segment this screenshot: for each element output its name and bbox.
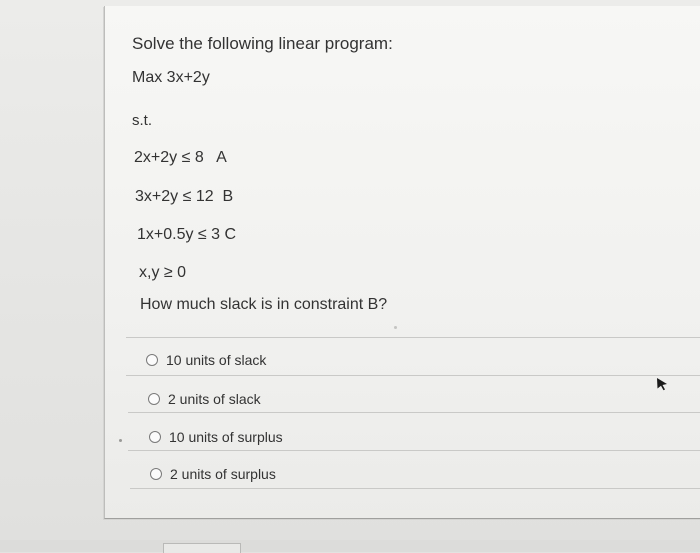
constraint-a: 2x+2y ≤ 8 A	[134, 149, 227, 166]
nonnegativity-constraint: x,y ≥ 0	[139, 264, 187, 281]
option-divider	[126, 375, 700, 376]
radio-button-icon[interactable]	[149, 431, 161, 443]
constraint-b: 3x+2y ≤ 12 B	[135, 188, 234, 205]
question-prompt: How much slack is in constraint B?	[140, 296, 388, 313]
answer-option-10-units-slack[interactable]	[146, 352, 266, 368]
bottom-edge	[0, 540, 700, 552]
answer-option-10-units-surplus[interactable]	[149, 429, 283, 445]
answer-option-label: 2 units of slack	[168, 391, 261, 407]
answer-option-2-units-slack[interactable]	[148, 391, 261, 407]
answer-option-label: 10 units of slack	[166, 352, 267, 368]
radio-button-icon[interactable]	[148, 393, 160, 405]
option-divider	[126, 337, 700, 338]
answer-option-2-units-surplus[interactable]	[150, 466, 276, 482]
option-divider	[128, 412, 700, 413]
answer-option-label: 2 units of surplus	[170, 466, 276, 482]
radio-button-icon[interactable]	[150, 468, 162, 480]
radio-button-icon[interactable]	[146, 354, 158, 366]
screen-speck	[394, 326, 397, 329]
option-divider	[130, 488, 700, 489]
constraint-c: 1x+0.5y ≤ 3 C	[137, 226, 237, 243]
screen-speck	[119, 439, 122, 442]
objective-function: Max 3x+2y	[132, 69, 210, 86]
question-title: Solve the following linear program:	[132, 34, 393, 53]
answer-option-label: 10 units of surplus	[169, 429, 283, 445]
mouse-cursor-icon	[655, 377, 669, 391]
subject-to-label: s.t.	[132, 112, 153, 129]
option-divider	[128, 450, 700, 451]
